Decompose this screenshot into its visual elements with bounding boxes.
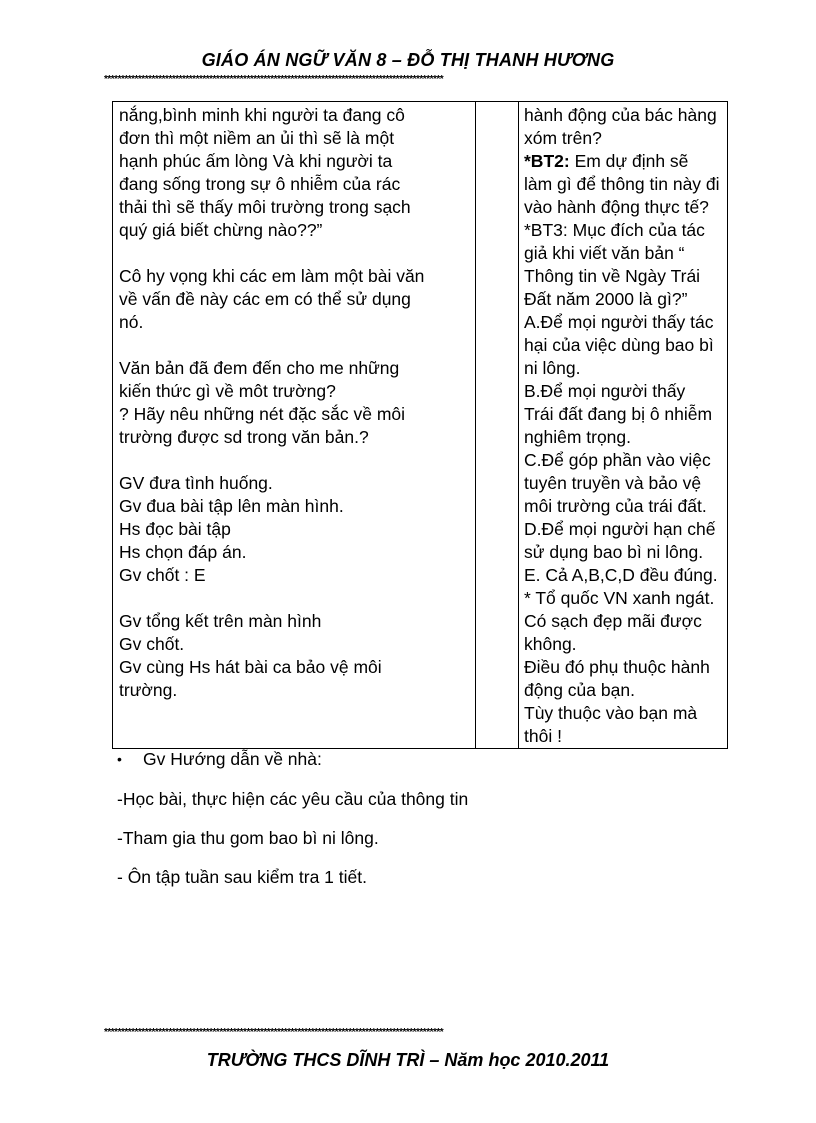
content-line: A.Để mọi người thấy tác [524,312,714,332]
homework-heading [117,748,757,770]
content-line: sử dụng bao bì ni lông. [524,542,704,562]
content-line: tuyên truyền và bảo vệ [524,473,702,493]
content-line: Điều đó phụ thuộc hành [524,657,710,677]
header-star-divider: **************************************************************************************************** [104,74,444,85]
teacher-activity-line: Văn bản đã đem đến cho me những [119,358,400,378]
content-line: Đất năm 2000 là gì?” [524,289,688,309]
teacher-activity-line: về vấn đề này các em có thể sử dụng [119,289,411,309]
content-line: Trái đất đang bị ô nhiễm [524,404,713,424]
teacher-activity-line: ? Hãy nêu những nét đặc sắc về môi [119,404,406,424]
teacher-activity-line: nắng,bình minh khi người ta đang cô [119,105,405,125]
lesson-table [112,101,728,749]
teacher-activity-line: đơn thì một niềm an ủi thì sẽ là một [119,128,395,148]
content-line: Có sạch đẹp mãi được [524,611,702,631]
content-line: * Tổ quốc VN xanh ngát. [524,588,715,608]
teacher-activity-line: kiến thức gì về môt trường? [119,381,336,401]
content-line: động của bạn. [524,680,635,700]
teacher-activity-line: trường được sd trong văn bản.? [119,427,369,447]
content-line: *BT3: Mục đích của tác [524,220,705,240]
exercise-2-label: *BT2: [524,151,570,171]
exercise-2-line [524,150,723,173]
teacher-activity-line [119,587,469,610]
content-line: không. [524,634,577,654]
homework-item: -Học bài, thực hiện các yêu cầu của thông tin [117,789,469,809]
teacher-activity-line [119,242,469,265]
homework-section [117,748,757,889]
content-line: Thông tin về Ngày Trái [524,266,701,286]
teacher-activity-line: Hs chọn đáp án. [119,542,247,562]
teacher-activity-line [119,334,469,357]
content-line: vào hành động thực tế? [524,197,709,217]
teacher-activity-line: nó. [119,312,144,332]
content-lines [524,173,723,748]
content-cell [519,102,728,749]
teacher-activity-line: quý giá biết chừng nào??” [119,220,323,240]
content-line: nghiêm trọng. [524,427,632,447]
content-line: ni lông. [524,358,581,378]
teacher-activity-line: Gv chốt : E [119,565,206,585]
content-line: hại của việc dùng bao bì [524,335,714,355]
page-footer-school: TRƯỜNG THCS DĨNH TRÌ – Năm học 2010.2011 [206,1050,610,1070]
homework-title: Gv Hướng dẫn về nhà: [143,748,322,769]
content-line: giả khi viết văn bản “ [524,243,685,263]
content-line: Tùy thuộc vào bạn mà [524,703,698,723]
bullet-icon: • [117,751,122,767]
content-line: C.Để góp phần vào việc [524,450,711,470]
teacher-activity-line: đang sống trong sự ô nhiễm của rác [119,174,401,194]
exercise-2-text: Em dự định sẽ [569,151,689,171]
teacher-activity-line: Gv cùng Hs hát bài ca bảo vệ môi [119,657,382,677]
teacher-activity-line: trường. [119,680,178,700]
teacher-activity-line: thải thì sẽ thấy môi trường trong sạch [119,197,411,217]
content-line: làm gì để thông tin này đi [524,174,720,194]
teacher-activity-line: Gv chốt. [119,634,185,654]
content-line: B.Để mọi người thấy [524,381,686,401]
content-line: xóm trên? [524,128,602,148]
content-line: hành động của bác hàng [524,105,717,125]
teacher-activity-line: Gv tổng kết trên màn hình [119,611,322,631]
homework-item: -Tham gia thu gom bao bì ni lông. [117,828,379,848]
teacher-activity-cell [113,102,476,749]
student-activity-cell [476,102,519,749]
content-line: E. Cả A,B,C,D đều đúng. [524,565,718,585]
page-header-title: GIÁO ÁN NGỮ VĂN 8 – ĐỖ THỊ THANH HƯƠNG [201,50,615,70]
teacher-activity-line: hạnh phúc ấm lòng Và khi người ta [119,151,393,171]
teacher-activity-line: Cô hy vọng khi các em làm một bài văn [119,266,425,286]
teacher-activity-line [119,449,469,472]
content-line: thôi ! [524,726,562,746]
homework-item: - Ôn tập tuần sau kiểm tra 1 tiết. [117,867,367,887]
teacher-activity-line: Gv đua bài tập lên màn hình. [119,496,344,516]
footer-star-divider: **************************************************************************************************** [104,1027,444,1038]
content-line: D.Để mọi người hạn chế [524,519,716,539]
teacher-activity-line: GV đưa tình huống. [119,473,273,493]
teacher-activity-line: Hs đọc bài tập [119,519,231,539]
content-line: môi trường của trái đất. [524,496,707,516]
table-row [113,102,728,749]
